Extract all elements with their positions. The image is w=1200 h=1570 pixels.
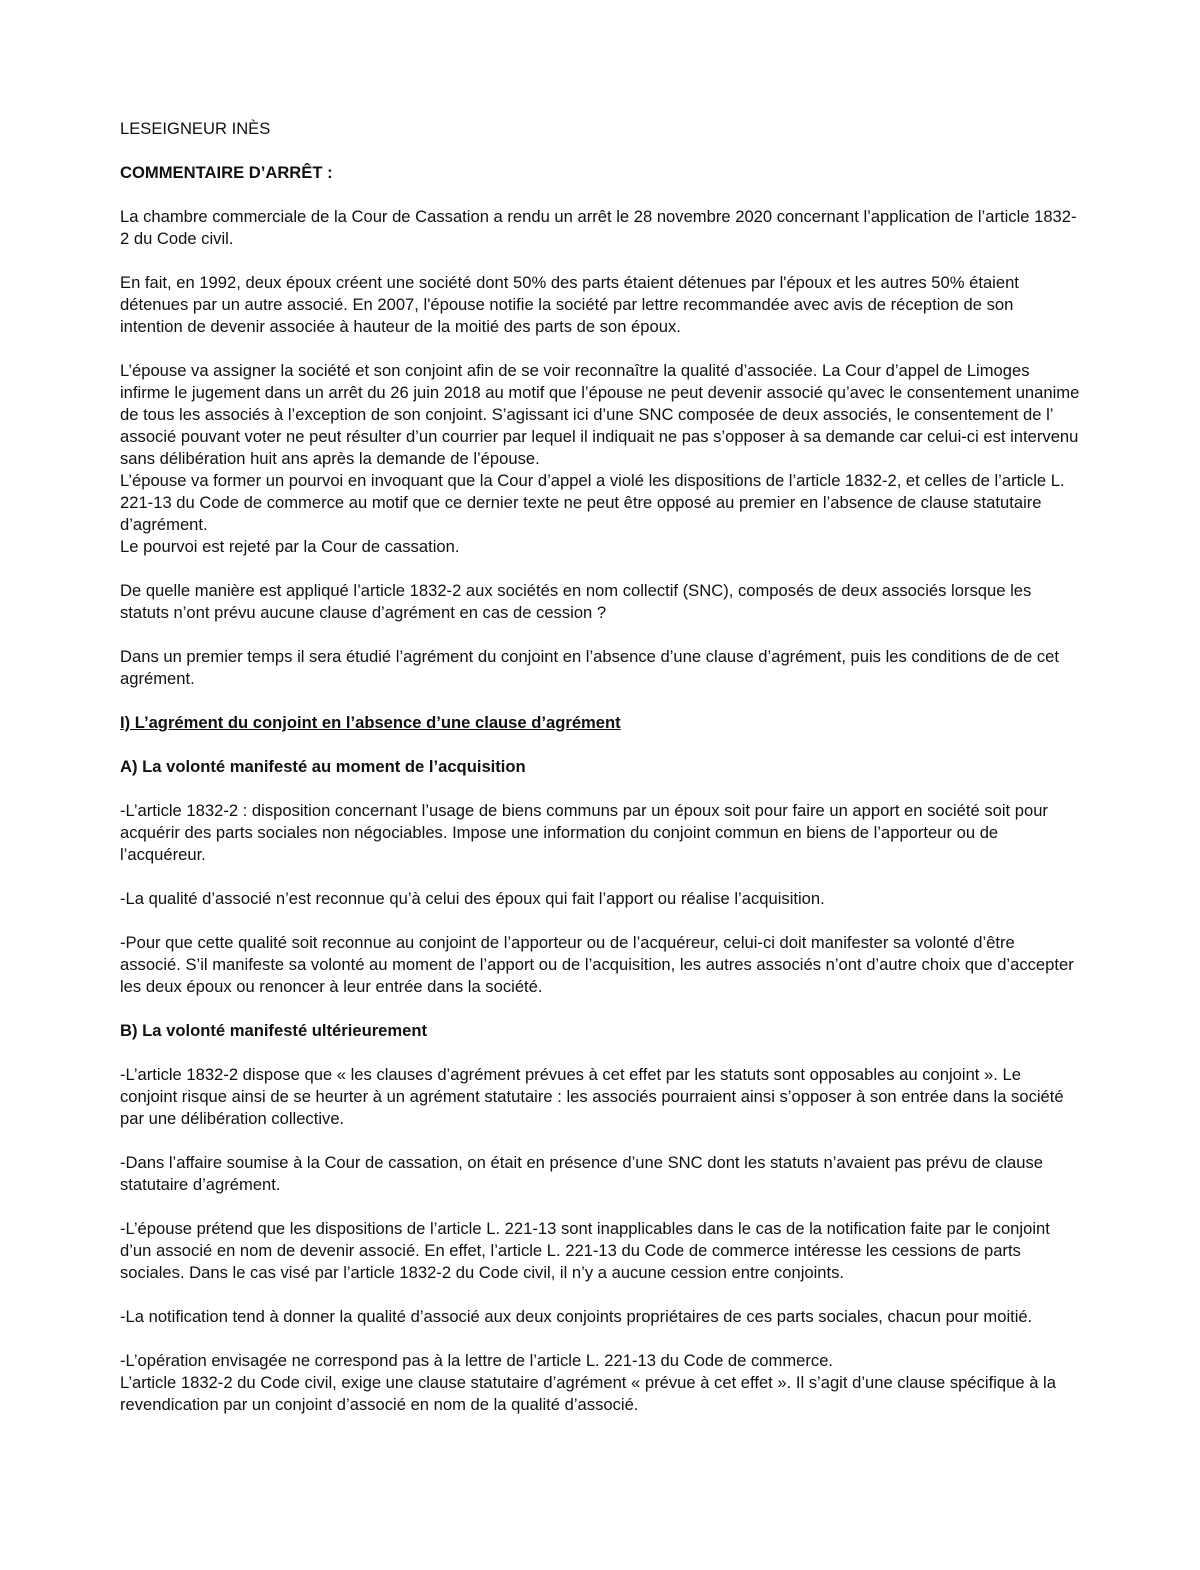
subB-closing-paragraph: L’article 1832-2 du Code civil, exige une clause statutaire d’agrément « prévue à cet effet ». Il s’agit d’une clause spécifique à la revendication par un conjoint d’associé en nom de la qualité d’associé. [120, 1373, 1056, 1414]
document-title: COMMENTAIRE D’ARRÊT : [120, 163, 333, 182]
subB-paragraph: -La notification tend à donner la qualité d’associé aux deux conjoints propriétaires de ces parts sociales, chacun pour moitié. [120, 1307, 1033, 1326]
part1-subB-heading: B) La volonté manifesté ultérieurement [120, 1021, 428, 1040]
ruling-paragraph: Le pourvoi est rejeté par la Cour de cassation. [120, 537, 460, 556]
subB-closing-paragraph: -L’opération envisagée ne correspond pas à la lettre de l’article L. 221-13 du Code de commerce. [120, 1351, 834, 1370]
subA-paragraph: -La qualité d’associé n’est reconnue qu’à celui des époux qui fait l’apport ou réalise l’acquisition. [120, 889, 825, 908]
author-name: LESEIGNEUR INÈS [120, 119, 271, 138]
part1-heading: I) L’agrément du conjoint en l’absence d’une clause d’agrément [120, 713, 621, 732]
subB-paragraph: -L’article 1832-2 dispose que « les clauses d’agrément prévues à cet effet par les statuts sont opposables au conjoint ». Le conjoint risque ainsi de se heurter à un agrément statutaire : les associés pourraient ainsi s’opposer à son entrée dans la société par une délibération collective. [120, 1065, 1064, 1128]
subA-paragraph: -L’article 1832-2 : disposition concernant l’usage de biens communs par un époux soit pour faire un apport en société soit pour acquérir des parts sociales non négociables. Impose une information du conjoint commun en biens de l’apporteur ou de l’acquéreur. [120, 801, 1048, 864]
procedure-paragraph: L’épouse va assigner la société et son conjoint afin de se voir reconnaître la qualité d’associée. La Cour d’appel de Limoges infirme le jugement dans un arrêt du 26 juin 2018 au motif que l’épouse ne peut devenir associé qu’avec le consentement unanime de tous les associés à l’exception de son conjoint. S’agissant ici d’une SNC composée de deux associés, le consentement de l’ associé pouvant voter ne peut résulter d’un courrier par lequel il indiquait ne pas s’opposer à sa demande car celui-ci est intervenu sans délibération huit ans après la demande de l’épouse. [120, 361, 1080, 468]
subB-paragraph: -L’épouse prétend que les dispositions de l’article L. 221-13 sont inapplicables dans le cas de la notification faite par le conjoint d’un associé en nom de devenir associé. En effet, l’article L. 221-13 du Code de commerce intéresse les cessions de parts sociales. Dans le cas visé par l’article 1832-2 du Code civil, il n’y a aucune cession entre conjoints. [120, 1219, 1050, 1282]
legal-question-paragraph: De quelle manière est appliqué l’article 1832-2 aux sociétés en nom collectif (SNC), composés de deux associés lorsque les statuts n’ont prévu aucune clause d’agrément en cas de cession ? [120, 581, 1032, 622]
document-page [120, 118, 1080, 1438]
plan-paragraph: Dans un premier temps il sera étudié l’agrément du conjoint en l’absence d’une clause d’agrément, puis les conditions de de cet agrément. [120, 647, 1060, 688]
subB-paragraph: -Dans l’affaire soumise à la Cour de cassation, on était en présence d’une SNC dont les statuts n’avaient pas prévu de clause statutaire d’agrément. [120, 1153, 1044, 1194]
subA-paragraph: -Pour que cette qualité soit reconnue au conjoint de l’apporteur ou de l’acquéreur, celui-ci doit manifester sa volonté d’être associé. S’il manifeste sa volonté au moment de l’apport ou de l’acquisition, les autres associés n’ont d’autre choix que d’accepter les deux époux ou renoncer à leur entrée dans la société. [120, 933, 1074, 996]
appeal-paragraph: L’épouse va former un pourvoi en invoquant que la Cour d’appel a violé les dispositions de l’article 1832-2, et celles de l’article L. 221-13 du Code de commerce au motif que ce dernier texte ne peut être opposé au premier en l’absence de clause statutaire d’agrément. [120, 471, 1065, 534]
part1-subA-heading: A) La volonté manifesté au moment de l’acquisition [120, 757, 526, 776]
facts-paragraph: En fait, en 1992, deux époux créent une société dont 50% des parts étaient détenues par l'époux et les autres 50% étaient détenues par un autre associé. En 2007, l'épouse notifie la société par lettre recommandée avec avis de réception de son intention de devenir associée à hauteur de la moitié des parts de son époux. [120, 273, 1019, 336]
intro-paragraph: La chambre commerciale de la Cour de Cassation a rendu un arrêt le 28 novembre 2020 concernant l’application de l’article 1832-2 du Code civil. [120, 207, 1077, 248]
